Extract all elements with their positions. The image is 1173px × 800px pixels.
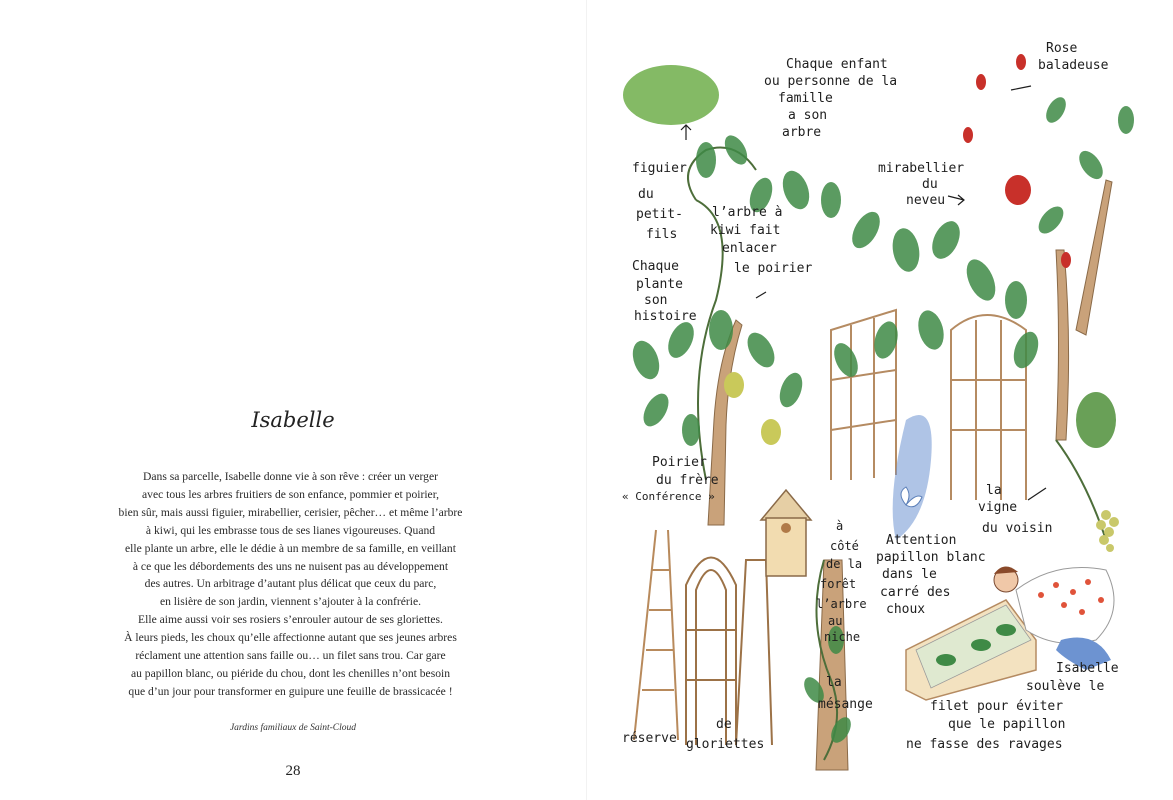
svg-text:famille: famille: [778, 91, 833, 106]
svg-text:vigne: vigne: [978, 500, 1018, 515]
pears: [724, 372, 781, 445]
body-line: à ce que les débordements des uns ne nuisent pas au développement: [132, 559, 449, 573]
page-title: Isabelle: [251, 408, 335, 432]
svg-text:« Conférence »: « Conférence »: [622, 490, 715, 503]
body-line: Elle aime aussi voir ses rosiers s’enrouler autour de ses gloriettes.: [138, 613, 443, 627]
svg-text:Chaque: Chaque: [632, 259, 679, 274]
svg-text:que le papillon: que le papillon: [948, 717, 1066, 732]
svg-text:la: la: [826, 675, 842, 690]
svg-text:carré des: carré des: [880, 585, 951, 600]
photo-caption: Jardins familiaux de Saint-Cloud: [229, 723, 357, 733]
birdhouse-icon: [761, 490, 811, 576]
svg-text:filet pour éviter: filet pour éviter: [930, 699, 1064, 714]
svg-text:mésange: mésange: [818, 697, 873, 712]
svg-text:baladeuse: baladeuse: [1038, 58, 1109, 73]
cabbage-bed: [906, 600, 1036, 700]
body-line: bien sûr, mais aussi figuier, mirabellier, cerisier, pêcher… et même l’arbre: [118, 505, 463, 519]
note-chaque-enfant: [764, 57, 897, 140]
body-line: elle plante un arbre, elle le dédie à un membre de sa famille, en veillant: [125, 541, 456, 555]
svg-text:soulève le: soulève le: [1026, 679, 1105, 694]
svg-text:du: du: [922, 177, 938, 192]
note-kiwi: [710, 205, 812, 276]
svg-text:Isabelle: Isabelle: [1056, 661, 1119, 676]
svg-text:histoire: histoire: [634, 309, 697, 324]
svg-text:Attention: Attention: [886, 533, 957, 548]
svg-text:niche: niche: [824, 630, 861, 644]
body-line: avec tous les arbres fruitiers de son enfance, pommier et poirier,: [142, 487, 439, 501]
note-papillon: [876, 533, 986, 617]
body-line: à kiwi, qui les embrasse tous de ses lianes vigoureuses. Quand: [145, 523, 436, 537]
note-poirier: [622, 455, 719, 503]
svg-text:le poirier: le poirier: [734, 261, 813, 276]
svg-text:son: son: [644, 293, 668, 308]
grapes: [1096, 510, 1119, 552]
garden-illustration: [586, 0, 1173, 800]
body-line: en lisière de son jardin, viennent s’ajouter à la confrérie.: [159, 595, 422, 609]
body-line: réclament une attention sans faille ou… un filet sans trou. Car gare: [135, 649, 446, 663]
svg-text:Chaque enfant: Chaque enfant: [786, 57, 888, 72]
svg-text:choux: choux: [886, 602, 926, 617]
svg-text:plante: plante: [636, 277, 683, 292]
body-line: au papillon blanc, ou piéride du chou, dont les chenilles n’ont besoin: [130, 666, 451, 680]
svg-text:enlacer: enlacer: [722, 241, 777, 256]
svg-text:de: de: [716, 717, 732, 732]
svg-text:arbre: arbre: [782, 125, 822, 140]
svg-text:réserve: réserve: [622, 731, 677, 746]
svg-text:l’arbre à: l’arbre à: [712, 205, 783, 220]
body-line: que d’un jour pour transformer en guipure une feuille de brassicacée !: [128, 684, 453, 698]
note-mirabellier: [878, 161, 964, 208]
svg-text:du frère: du frère: [656, 473, 719, 488]
note-chaque-plante: [632, 259, 697, 324]
svg-text:dans le: dans le: [882, 567, 937, 582]
page-number: 28: [285, 763, 301, 779]
blue-wash: [893, 415, 932, 540]
svg-text:ou personne de la: ou personne de la: [764, 74, 898, 89]
svg-text:a son: a son: [788, 108, 828, 123]
svg-text:Poirier: Poirier: [652, 455, 707, 470]
note-rose: [1038, 41, 1109, 73]
svg-text:du voisin: du voisin: [982, 521, 1053, 536]
left-page: [0, 0, 586, 800]
svg-text:au: au: [828, 614, 843, 628]
body-paragraph: [88, 468, 493, 701]
svg-text:figuier: figuier: [632, 161, 687, 176]
svg-text:mirabellier: mirabellier: [878, 161, 965, 176]
svg-text:ne fasse des ravages: ne fasse des ravages: [906, 737, 1063, 752]
svg-text:gloriettes: gloriettes: [686, 737, 765, 752]
body-line: des autres. Un arbitrage d’autant plus délicat que ceux du parc,: [144, 577, 437, 591]
trellis-left: [634, 530, 678, 740]
svg-text:à: à: [836, 519, 844, 533]
svg-text:l’arbre: l’arbre: [816, 597, 867, 611]
svg-text:côté: côté: [830, 539, 859, 553]
roses: [963, 54, 1071, 268]
body-line: À leurs pieds, les choux qu’elle affectionne autant que ses jeunes arbres: [124, 631, 457, 645]
note-figuier: [632, 161, 687, 242]
svg-text:de la: de la: [826, 557, 863, 571]
note-reserve: [622, 731, 677, 746]
svg-text:du: du: [638, 187, 654, 202]
svg-text:fils: fils: [646, 227, 678, 242]
svg-text:la: la: [986, 483, 1002, 498]
svg-text:forêt: forêt: [820, 577, 857, 591]
svg-text:petit-: petit-: [636, 207, 683, 222]
svg-text:neveu: neveu: [906, 193, 946, 208]
svg-text:Rose: Rose: [1046, 41, 1078, 56]
svg-text:papillon blanc: papillon blanc: [876, 550, 986, 565]
body-line: Dans sa parcelle, Isabelle donne vie à son rêve : créer un verger: [143, 470, 438, 483]
right-page: [586, 0, 1173, 800]
svg-text:kiwi fait: kiwi fait: [710, 223, 781, 238]
